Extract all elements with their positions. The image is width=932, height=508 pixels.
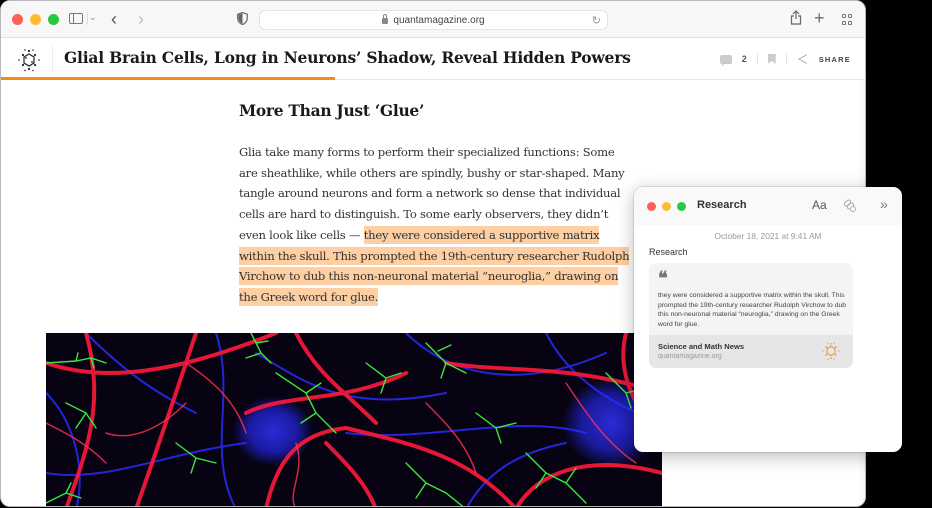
url-text: quantamagazine.org	[393, 14, 485, 26]
lock-icon	[382, 18, 388, 24]
share-link[interactable]: SHARE	[818, 54, 851, 64]
paragraph-text: Glia take many forms to perform their specialized functions: Some are sheathlike, while others are spindly, bushy or star-shaped. Many tangle around neurons and form a network so dense that individual cells are hard to distinguish. To some early observers, they didn’t even look like cells —	[239, 145, 625, 242]
sidebar-toggle-icon[interactable]	[69, 13, 83, 24]
address-bar[interactable]	[259, 10, 608, 30]
new-tab-button[interactable]: +	[814, 8, 825, 28]
quanta-logo-icon	[820, 340, 842, 362]
quick-note-window	[634, 187, 902, 452]
comment-count[interactable]: 2	[741, 54, 747, 64]
action-divider	[757, 54, 758, 64]
quote-icon: ❝	[658, 268, 668, 289]
site-header	[1, 38, 865, 80]
forward-button[interactable]: ›	[138, 9, 144, 29]
note-window-controls	[647, 202, 686, 211]
toolbar-divider	[87, 12, 88, 25]
tab-overview-button[interactable]	[841, 14, 852, 25]
card-source-title: Science and Math News	[658, 342, 745, 351]
format-text-button[interactable]: Aa	[812, 198, 827, 212]
action-divider	[786, 54, 787, 64]
quanta-logo-icon[interactable]	[15, 46, 43, 74]
privacy-shield-icon[interactable]	[237, 12, 248, 25]
window-controls	[12, 14, 59, 25]
card-quote-text: they were considered a supportive matrix within the skull. This prompted the 19th-century researcher Rudolph Virchow to dub this non-neuronal material “neuroglia,” drawing on the Greek word for glue.	[658, 292, 847, 328]
minimize-window-button[interactable]	[30, 14, 41, 25]
article-actions	[720, 53, 851, 65]
browser-toolbar	[1, 1, 865, 38]
logo-divider	[52, 46, 53, 72]
card-domain: quantamagazine.org	[658, 353, 722, 360]
article-paragraph	[239, 142, 631, 308]
add-link-icon[interactable]	[842, 198, 856, 212]
note-zoom-button[interactable]	[677, 202, 686, 211]
reload-icon[interactable]: ↻	[591, 15, 601, 27]
chevron-down-icon[interactable]: ⌄	[89, 12, 97, 22]
note-close-button[interactable]	[647, 202, 656, 211]
note-date: October 18, 2021 at 9:41 AM	[714, 231, 822, 241]
zoom-window-button[interactable]	[48, 14, 59, 25]
card-footer	[649, 335, 853, 368]
highlighted-text[interactable]: they were considered a supportive matrix within the skull. This prompted the 19th-century researcher Rudolph Virchow to dub this non-neuronal material “neuroglia,” drawing on the Greek word for glue.	[239, 227, 630, 304]
bookmark-icon[interactable]	[768, 54, 776, 64]
article-body	[239, 101, 631, 308]
article-title: Glial Brain Cells, Long in Neurons’ Shadow, Reveal Hidden Powers	[64, 48, 631, 67]
back-button[interactable]: ‹	[111, 9, 117, 29]
quick-note-titlebar	[634, 187, 902, 225]
section-heading: More Than Just ‘Glue’	[239, 101, 425, 120]
reading-progress-bar	[1, 77, 335, 80]
comment-icon[interactable]	[720, 55, 732, 64]
note-title: Research	[697, 199, 747, 211]
note-minimize-button[interactable]	[662, 202, 671, 211]
share-button[interactable]	[790, 10, 802, 25]
share-icon[interactable]	[797, 53, 809, 65]
note-body-text[interactable]: Research	[649, 247, 688, 257]
link-preview-card[interactable]	[649, 263, 853, 368]
close-window-button[interactable]	[12, 14, 23, 25]
more-options-icon[interactable]: »	[880, 196, 884, 212]
glial-cells-image	[46, 333, 662, 507]
